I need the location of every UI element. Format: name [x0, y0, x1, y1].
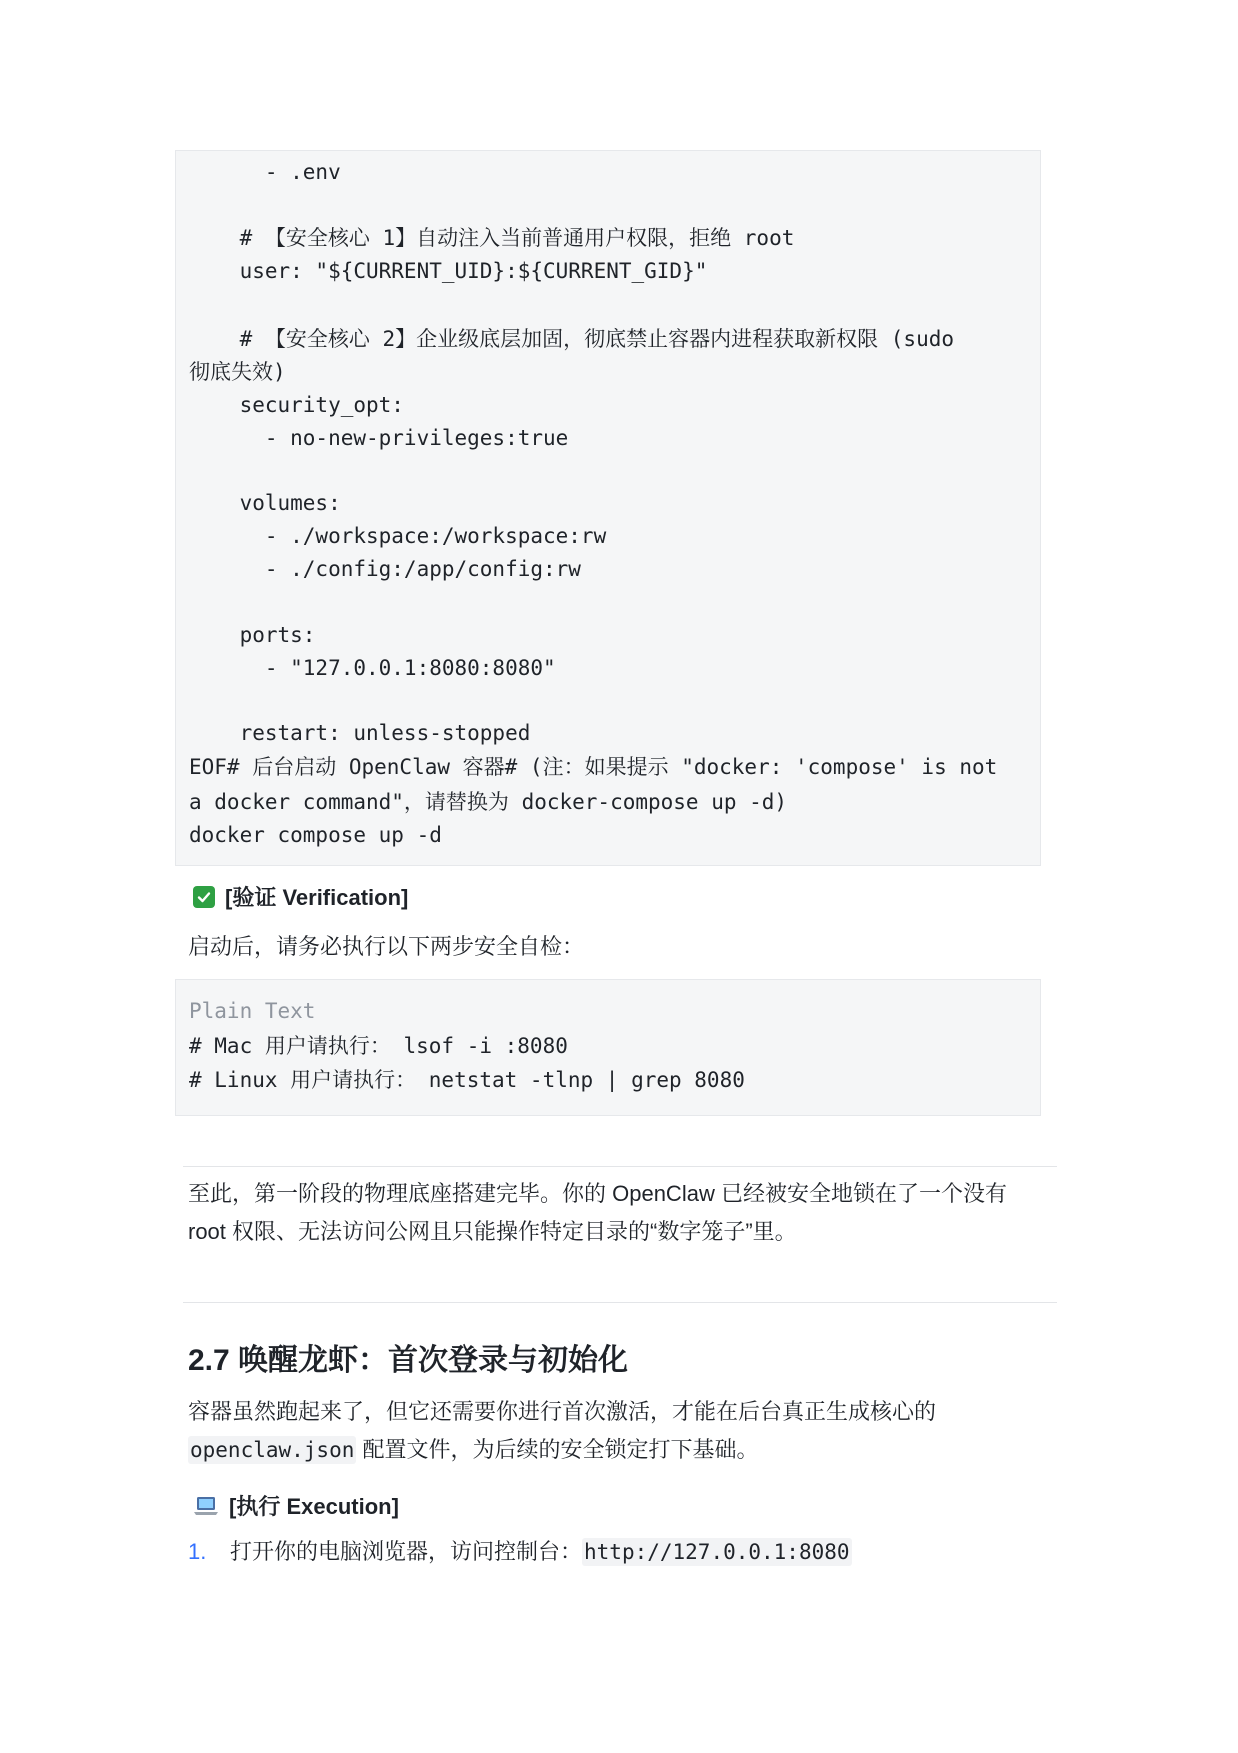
code-line: # 【安全核心 1】自动注入当前普通用户权限，拒绝 root [189, 226, 795, 250]
code-line: security_opt: [189, 393, 404, 417]
code-line: ports: [189, 623, 316, 647]
verification-title: [验证 Verification] [225, 885, 409, 910]
summary-paragraph [188, 1175, 1007, 1251]
section-title: 2.7 唤醒龙虾：首次登录与初始化 [188, 1344, 629, 1377]
verification-heading [193, 881, 408, 912]
code-line: - "127.0.0.1:8080:8080" [189, 656, 556, 680]
divider [183, 1166, 1057, 1167]
verification-intro: 启动后，请务必执行以下两步安全自检： [188, 934, 585, 959]
code-line: volumes: [189, 491, 341, 515]
summary-line: root 权限、无法访问公网且只能操作特定目录的“数字笼子”里。 [188, 1219, 797, 1244]
summary-line: 至此，第一阶段的物理底座搭建完毕。你的 OpenClaw 已经被安全地锁在了一个没有 [188, 1181, 1007, 1206]
code-line: restart: unless-stopped [189, 721, 531, 745]
code-line: 彻底失效) [189, 360, 286, 384]
step-text: 打开你的电脑浏览器，访问控制台： [230, 1539, 583, 1564]
inline-code-filename: openclaw.json [190, 1438, 355, 1462]
code-line: # 【安全核心 2】企业级底层加固，彻底禁止容器内进程获取新权限 (sudo [189, 327, 955, 351]
code-line: a docker command"，请替换为 docker-compose up -d) [189, 790, 788, 814]
section-line-rest: 配置文件，为后续的安全锁定打下基础。 [356, 1437, 759, 1462]
inline-code-url[interactable]: http://127.0.0.1:8080 [584, 1540, 850, 1564]
code-line: - no-new-privileges:true [189, 426, 569, 450]
code-line: user: "${CURRENT_UID}:${CURRENT_GID}" [189, 259, 708, 283]
check-icon [193, 886, 215, 908]
code-line: - ./workspace:/workspace:rw [189, 524, 607, 548]
code-line: - .env [189, 160, 341, 184]
laptop-icon [193, 1495, 219, 1517]
code-block-compose [175, 150, 1041, 866]
code-line: EOF# 后台启动 OpenClaw 容器# (注：如果提示 "docker: 'compose' is not [189, 755, 998, 779]
code-line: docker compose up -d [189, 823, 442, 847]
code-line: # Linux 用户请执行： netstat -tlnp | grep 8080 [189, 1068, 745, 1092]
execution-step-1 [188, 1533, 852, 1571]
divider [183, 1302, 1057, 1303]
code-line: # Mac 用户请执行： lsof -i :8080 [189, 1034, 568, 1058]
section-line [188, 1431, 936, 1469]
execution-heading [193, 1490, 399, 1521]
code-language-label: Plain Text [189, 999, 316, 1023]
code-block-check [175, 979, 1041, 1116]
execution-title: [执行 Execution] [229, 1494, 399, 1519]
section-line: 容器虽然跑起来了，但它还需要你进行首次激活，才能在后台真正生成核心的 [188, 1399, 937, 1424]
section-paragraph [188, 1393, 936, 1469]
code-line: - ./config:/app/config:rw [189, 557, 581, 581]
list-number: 1. [188, 1539, 207, 1564]
